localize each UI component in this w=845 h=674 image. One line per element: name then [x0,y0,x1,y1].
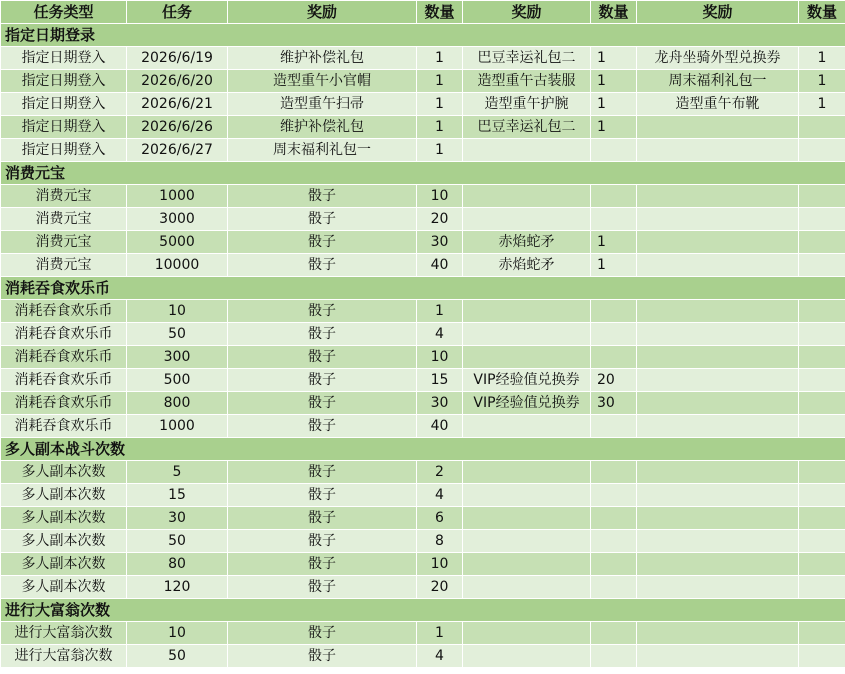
reward-2-cell [463,576,591,599]
qty-2-cell [591,346,637,369]
task-type-cell: 消费元宝 [1,208,127,231]
reward-1-cell: 维护补偿礼包 [228,116,417,139]
header-reward-1: 奖励 [228,1,417,24]
reward-3-cell [637,484,799,507]
reward-2-cell [463,323,591,346]
qty-2-cell: 1 [591,231,637,254]
task-cell: 120 [127,576,228,599]
qty-3-cell [799,553,845,576]
reward-2-cell: 巴豆幸运礼包二 [463,47,591,70]
task-type-cell: 进行大富翁次数 [1,645,127,668]
task-cell: 3000 [127,208,228,231]
qty-1-cell: 4 [417,645,463,668]
task-type-cell: 消耗吞食欢乐币 [1,392,127,415]
reward-3-cell [637,507,799,530]
reward-3-cell [637,346,799,369]
reward-2-cell [463,208,591,231]
qty-2-cell [591,139,637,162]
task-cell: 300 [127,346,228,369]
reward-2-cell [463,461,591,484]
header-qty-3: 数量 [799,1,845,24]
reward-3-cell [637,415,799,438]
reward-2-cell [463,507,591,530]
reward-2-cell [463,346,591,369]
header-qty-1: 数量 [417,1,463,24]
reward-3-cell [637,553,799,576]
task-cell: 15 [127,484,228,507]
qty-3-cell [799,254,845,277]
reward-3-cell: 龙舟坐骑外型兑换券 [637,47,799,70]
qty-2-cell: 20 [591,369,637,392]
reward-2-cell [463,645,591,668]
reward-1-cell: 骰子 [228,530,417,553]
task-type-cell: 多人副本次数 [1,576,127,599]
qty-2-cell: 1 [591,116,637,139]
qty-2-cell [591,645,637,668]
reward-2-cell: 赤焰蛇矛 [463,231,591,254]
task-cell: 1000 [127,415,228,438]
qty-2-cell: 1 [591,93,637,116]
task-type-cell: 进行大富翁次数 [1,622,127,645]
header-task: 任务 [127,1,228,24]
reward-3-cell [637,461,799,484]
qty-3-cell [799,185,845,208]
qty-1-cell: 1 [417,93,463,116]
qty-3-cell [799,415,845,438]
qty-1-cell: 6 [417,507,463,530]
reward-3-cell [637,139,799,162]
qty-2-cell [591,507,637,530]
reward-2-cell [463,300,591,323]
qty-3-cell [799,530,845,553]
task-type-cell: 指定日期登入 [1,116,127,139]
reward-3-cell [637,645,799,668]
task-type-cell: 多人副本次数 [1,530,127,553]
qty-2-cell [591,323,637,346]
qty-2-cell [591,576,637,599]
reward-2-cell [463,622,591,645]
reward-3-cell: 造型重午布靴 [637,93,799,116]
header-reward-2: 奖励 [463,1,591,24]
qty-1-cell: 8 [417,530,463,553]
table-row [1,530,845,553]
reward-2-cell [463,185,591,208]
qty-3-cell [799,576,845,599]
task-cell: 10 [127,622,228,645]
reward-1-cell: 骰子 [228,369,417,392]
task-type-cell: 指定日期登入 [1,93,127,116]
qty-1-cell: 40 [417,415,463,438]
reward-2-cell: 造型重午护腕 [463,93,591,116]
reward-2-cell: 赤焰蛇矛 [463,254,591,277]
qty-3-cell [799,507,845,530]
table-row [1,507,845,530]
task-cell: 5000 [127,231,228,254]
task-cell: 50 [127,645,228,668]
task-cell: 800 [127,392,228,415]
table-row [1,93,845,116]
section-title: 消费元宝 [1,162,845,185]
reward-1-cell: 骰子 [228,392,417,415]
reward-3-cell [637,622,799,645]
section-title: 消耗吞食欢乐币 [1,277,845,300]
qty-3-cell [799,461,845,484]
table-row [1,553,845,576]
task-type-cell: 指定日期登入 [1,70,127,93]
qty-3-cell: 1 [799,93,845,116]
qty-2-cell: 1 [591,47,637,70]
qty-1-cell: 2 [417,461,463,484]
reward-3-cell [637,208,799,231]
table-row [1,484,845,507]
table-row [1,369,845,392]
reward-1-cell: 骰子 [228,507,417,530]
table-row [1,254,845,277]
reward-1-cell: 周末福利礼包一 [228,139,417,162]
reward-3-cell [637,300,799,323]
qty-3-cell [799,369,845,392]
qty-2-cell: 30 [591,392,637,415]
table-row [1,116,845,139]
task-cell: 50 [127,530,228,553]
reward-1-cell: 骰子 [228,576,417,599]
qty-3-cell [799,346,845,369]
reward-1-cell: 骰子 [228,645,417,668]
qty-1-cell: 40 [417,254,463,277]
table-row [1,47,845,70]
reward-1-cell: 骰子 [228,346,417,369]
task-type-cell: 消费元宝 [1,231,127,254]
qty-1-cell: 1 [417,116,463,139]
table-row [1,185,845,208]
qty-1-cell: 1 [417,622,463,645]
reward-2-cell: VIP经验值兑换券 [463,369,591,392]
task-cell: 2026/6/21 [127,93,228,116]
reward-1-cell: 骰子 [228,323,417,346]
task-type-cell: 多人副本次数 [1,507,127,530]
qty-2-cell [591,530,637,553]
qty-3-cell [799,323,845,346]
table-row [1,392,845,415]
section-header-row [1,438,845,461]
table-row [1,323,845,346]
reward-3-cell [637,323,799,346]
qty-1-cell: 20 [417,208,463,231]
task-cell: 10 [127,300,228,323]
header-task-type: 任务类型 [1,1,127,24]
table-row [1,231,845,254]
qty-3-cell [799,208,845,231]
qty-3-cell [799,645,845,668]
qty-2-cell [591,622,637,645]
task-cell: 5 [127,461,228,484]
qty-1-cell: 10 [417,346,463,369]
reward-3-cell [637,254,799,277]
reward-1-cell: 骰子 [228,415,417,438]
qty-2-cell [591,415,637,438]
qty-3-cell [799,622,845,645]
reward-3-cell [637,185,799,208]
qty-1-cell: 20 [417,576,463,599]
table-row [1,415,845,438]
table-row [1,300,845,323]
reward-1-cell: 骰子 [228,553,417,576]
section-title: 多人副本战斗次数 [1,438,845,461]
task-type-cell: 消耗吞食欢乐币 [1,369,127,392]
qty-1-cell: 1 [417,47,463,70]
qty-2-cell [591,461,637,484]
qty-1-cell: 1 [417,300,463,323]
section-title: 进行大富翁次数 [1,599,845,622]
reward-1-cell: 骰子 [228,622,417,645]
section-title: 指定日期登录 [1,24,845,47]
reward-1-cell: 骰子 [228,484,417,507]
qty-3-cell [799,484,845,507]
task-type-cell: 多人副本次数 [1,484,127,507]
reward-1-cell: 骰子 [228,254,417,277]
reward-3-cell [637,231,799,254]
qty-3-cell [799,300,845,323]
qty-1-cell: 4 [417,323,463,346]
qty-2-cell [591,553,637,576]
qty-2-cell: 1 [591,254,637,277]
reward-2-cell: 巴豆幸运礼包二 [463,116,591,139]
task-cell: 50 [127,323,228,346]
reward-1-cell: 造型重午扫帚 [228,93,417,116]
reward-2-cell [463,553,591,576]
qty-1-cell: 15 [417,369,463,392]
table-row [1,461,845,484]
table-row [1,208,845,231]
section-header-row [1,599,845,622]
reward-3-cell [637,116,799,139]
section-header-row [1,162,845,185]
reward-1-cell: 造型重午小官帽 [228,70,417,93]
reward-1-cell: 骰子 [228,208,417,231]
task-type-cell: 消耗吞食欢乐币 [1,415,127,438]
task-cell: 2026/6/20 [127,70,228,93]
reward-2-cell [463,415,591,438]
task-type-cell: 指定日期登入 [1,47,127,70]
reward-1-cell: 骰子 [228,185,417,208]
qty-2-cell: 1 [591,70,637,93]
task-type-cell: 指定日期登入 [1,139,127,162]
task-type-cell: 多人副本次数 [1,461,127,484]
qty-3-cell: 1 [799,47,845,70]
task-cell: 1000 [127,185,228,208]
qty-1-cell: 4 [417,484,463,507]
reward-3-cell [637,392,799,415]
section-header-row [1,277,845,300]
table-row [1,346,845,369]
task-type-cell: 消耗吞食欢乐币 [1,346,127,369]
qty-1-cell: 1 [417,139,463,162]
reward-3-cell [637,576,799,599]
task-cell: 30 [127,507,228,530]
reward-2-cell [463,484,591,507]
qty-2-cell [591,185,637,208]
reward-3-cell [637,530,799,553]
qty-2-cell [591,300,637,323]
header-row [1,1,845,24]
task-type-cell: 消费元宝 [1,185,127,208]
qty-1-cell: 1 [417,70,463,93]
table-row [1,622,845,645]
table-row [1,139,845,162]
task-cell: 2026/6/27 [127,139,228,162]
qty-1-cell: 10 [417,553,463,576]
task-cell: 80 [127,553,228,576]
reward-1-cell: 维护补偿礼包 [228,47,417,70]
reward-3-cell [637,369,799,392]
reward-2-cell [463,530,591,553]
task-type-cell: 消费元宝 [1,254,127,277]
qty-1-cell: 30 [417,392,463,415]
header-reward-3: 奖励 [637,1,799,24]
reward-1-cell: 骰子 [228,461,417,484]
table-row [1,70,845,93]
task-type-cell: 消耗吞食欢乐币 [1,323,127,346]
qty-2-cell [591,208,637,231]
qty-3-cell [799,231,845,254]
task-cell: 500 [127,369,228,392]
qty-3-cell [799,116,845,139]
task-cell: 2026/6/19 [127,47,228,70]
reward-1-cell: 骰子 [228,231,417,254]
task-cell: 10000 [127,254,228,277]
reward-2-cell: VIP经验值兑换券 [463,392,591,415]
task-cell: 2026/6/26 [127,116,228,139]
table-row [1,576,845,599]
table-row [1,645,845,668]
reward-2-cell [463,139,591,162]
reward-1-cell: 骰子 [228,300,417,323]
qty-2-cell [591,484,637,507]
section-header-row [1,24,845,47]
qty-3-cell: 1 [799,70,845,93]
task-type-cell: 多人副本次数 [1,553,127,576]
reward-3-cell: 周末福利礼包一 [637,70,799,93]
qty-1-cell: 10 [417,185,463,208]
task-type-cell: 消耗吞食欢乐币 [1,300,127,323]
header-qty-2: 数量 [591,1,637,24]
qty-3-cell [799,392,845,415]
reward-2-cell: 造型重午古装服 [463,70,591,93]
qty-3-cell [799,139,845,162]
qty-1-cell: 30 [417,231,463,254]
